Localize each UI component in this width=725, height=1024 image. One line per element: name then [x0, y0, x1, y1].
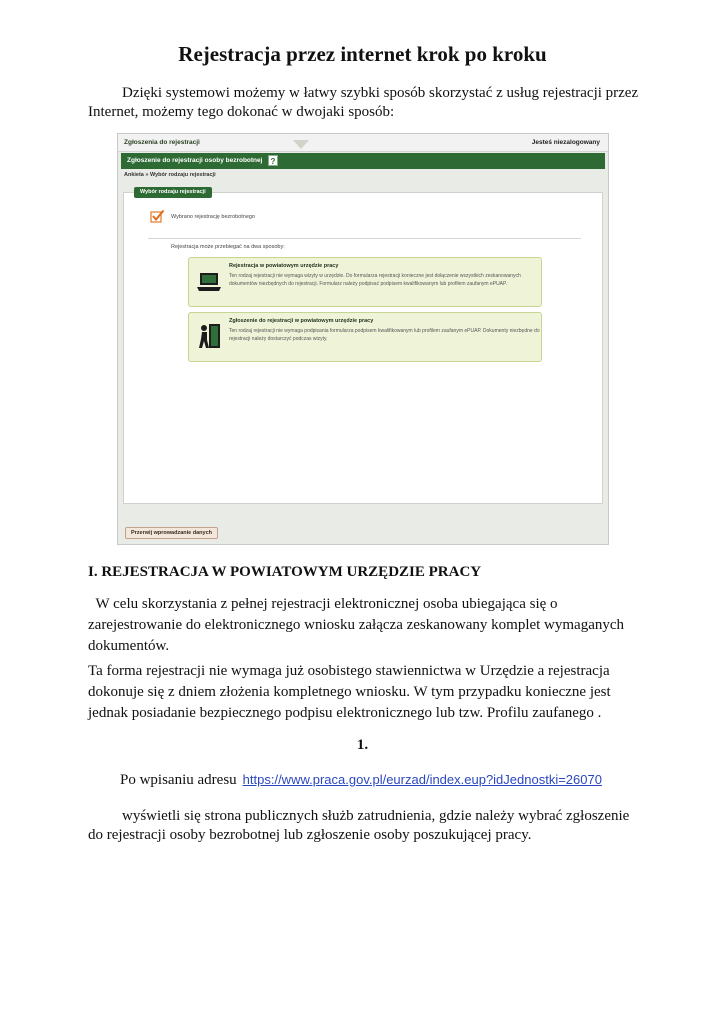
- cancel-data-entry-button[interactable]: Przerwij wprowadzanie danych: [125, 527, 218, 539]
- selected-choice-text: Wybrano rejestrację bezrobotnego: [171, 214, 256, 220]
- address-link[interactable]: https://www.praca.gov.pl/eurzad/index.eup?idJednostki=26070: [242, 772, 602, 787]
- registration-ways-text: Rejestracja może przebiegać na dwa sposoby:: [171, 244, 285, 250]
- checkmark-icon: [150, 209, 165, 223]
- option1-description: Ten rodzaj rejestracji nie wymaga wizyty w urzędzie. Do formularza rejestracji konieczne jest dołączenie wszystkich zeskanowanych dokumentów niezbędnych do rejestracji. Formularz należy podpisać podpisem kwalifikowanym lub profilem zaufanym ePUAP.: [229, 273, 521, 287]
- option2-description: Ten rodzaj rejestracji nie wymaga podpisania formularza podpisem kwalifikowanym lub profilem zaufanym ePUAP. Dokumenty niezbędne do rejestracji należy dostarczyć podczas wizyty.: [229, 328, 540, 342]
- paragraph-page-display: wyświetli się strona publicznych służb zatrudnienia, gdzie należy wybrać zgłoszenie do rejestracji osoby bezrobotnej lub zgłoszenie osoby poszukującej pracy.: [88, 808, 630, 843]
- screenshot-header-bar: [121, 153, 605, 169]
- section-heading: I. REJESTRACJA W POWIATOWYM URZĘDZIE PRACY: [88, 564, 482, 580]
- help-icon[interactable]: ?: [268, 155, 278, 166]
- paragraph-no-visit: Ta forma rejestracji nie wymaga już osobistego stawiennictwa w Urzędzie a rejestracja dokonuje się z dniem złożenia kompletnego wniosku. W tym przypadku konieczne jest jednak posiadanie bezpiecznego podpisu elektronicznego lub tzw. Profilu zaufanego .: [88, 663, 611, 721]
- document-title: Rejestracja przez internet krok po kroku: [178, 42, 547, 66]
- paragraph-full-registration-text: W celu skorzystania z pełnej rejestracji elektronicznej osoba ubiegająca się o zarejestrowanie do elektronicznego wniosku załącza zeskanowany komplet wymaganych dokumentów.: [88, 596, 625, 654]
- divider: [148, 238, 581, 239]
- breadcrumb: Ankieta » Wybór rodzaju rejestracji: [124, 172, 216, 178]
- address-line: [120, 772, 602, 789]
- intro-paragraph: Dzięki systemowi możemy w łatwy szybki sposób skorzystać z usług rejestracji przez Internet, możemy tego dokonać w dwojaki sposób:: [88, 85, 639, 120]
- paragraph-full-registration: [88, 594, 648, 657]
- section-legend: Wybór rodzaju rejestracji: [134, 187, 212, 198]
- option-online-registration[interactable]: [188, 257, 542, 307]
- option-office-registration[interactable]: [188, 312, 542, 362]
- option1-title: Rejestracja w powiatowym urzędzie pracy: [229, 263, 339, 269]
- screenshot-header-title: Zgłoszenie do rejestracji osoby bezrobotnej: [127, 157, 263, 164]
- screenshot-top-bar: [118, 134, 608, 152]
- address-prefix: Po wpisaniu adresu: [120, 772, 237, 788]
- option2-title: Zgłoszenie do rejestracji w powiatowym urzędzie pracy: [229, 318, 374, 324]
- step-number: 1.: [356, 737, 369, 753]
- person-entering-door-icon: [196, 322, 222, 350]
- login-status: Jesteś niezalogowany: [531, 139, 600, 146]
- registration-type-panel: [123, 189, 603, 504]
- tab-registration-requests[interactable]: Zgłoszenia do rejestracji: [124, 139, 200, 146]
- embedded-screenshot: [117, 133, 609, 545]
- tab-notch-icon: [293, 140, 309, 149]
- laptop-icon: [196, 267, 222, 295]
